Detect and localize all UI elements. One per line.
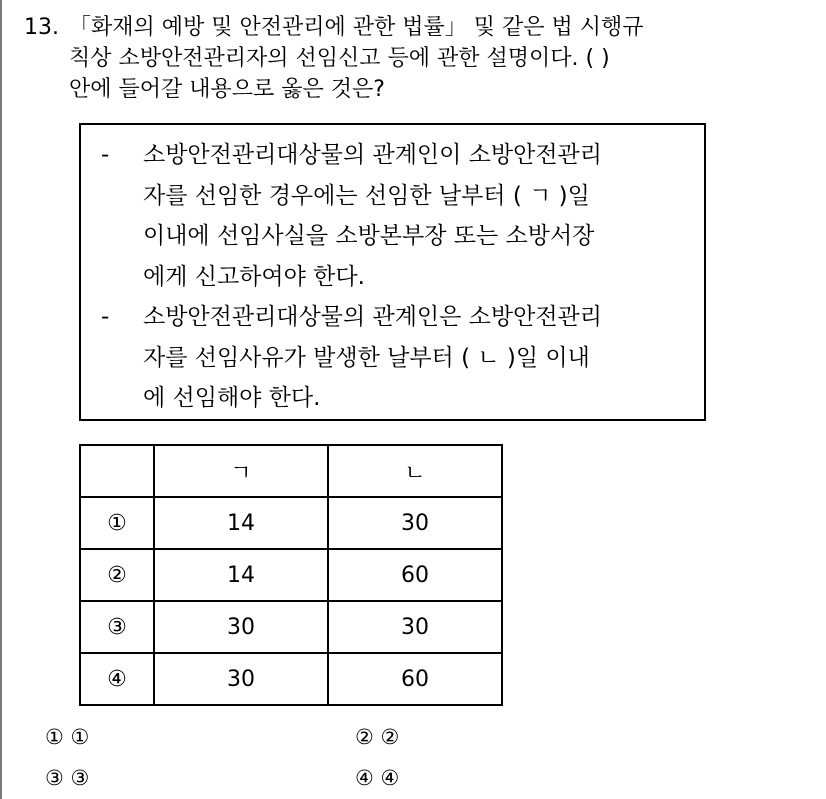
choice-3[interactable]: ③ ③ <box>45 766 90 790</box>
table-row: ④ 30 60 <box>80 653 502 705</box>
statement-item-2: - 소방안전관리대상물의 관계인은 소방안전관리 자를 선임사유가 발생한 날부터 ( ㄴ )일 이내 에 선임해야 한다. <box>101 297 704 419</box>
question-line-3: 안에 들어갈 내용으로 옳은 것은? <box>69 77 385 102</box>
choice-4[interactable]: ④ ④ <box>355 766 400 790</box>
left-page-rule <box>0 0 2 799</box>
table-header-row <box>80 445 502 497</box>
question-line-1: 13. 「화재의 예방 및 안전관리에 관한 법률」 및 같은 법 시행규 <box>24 12 804 43</box>
choice-2[interactable]: ② ② <box>355 725 400 749</box>
statement-box <box>79 123 706 421</box>
question-number: 13. <box>24 15 59 40</box>
question-line-2: 칙상 소방안전관리자의 선임신고 등에 관한 설명이다. ( ) <box>69 46 610 71</box>
dash-bullet: - <box>101 142 110 168</box>
table-header-cell <box>80 445 154 497</box>
dash-bullet: - <box>101 304 110 330</box>
table-row: ① 14 30 <box>80 497 502 549</box>
table-row: ② 14 60 <box>80 549 502 601</box>
table-header-cell: ㄴ <box>328 445 502 497</box>
question-stem <box>24 12 804 105</box>
choice-1[interactable]: ① ① <box>45 725 90 749</box>
answer-table <box>79 444 503 706</box>
table-header-cell: ㄱ <box>154 445 328 497</box>
table-row: ③ 30 30 <box>80 601 502 653</box>
statement-item-1: - 소방안전관리대상물의 관계인이 소방안전관리 자를 선임한 경우에는 선임한 날부터 ( ㄱ )일 이내에 선임사실을 소방본부장 또는 소방서장 에게 신고하여야 한다. <box>101 135 704 297</box>
